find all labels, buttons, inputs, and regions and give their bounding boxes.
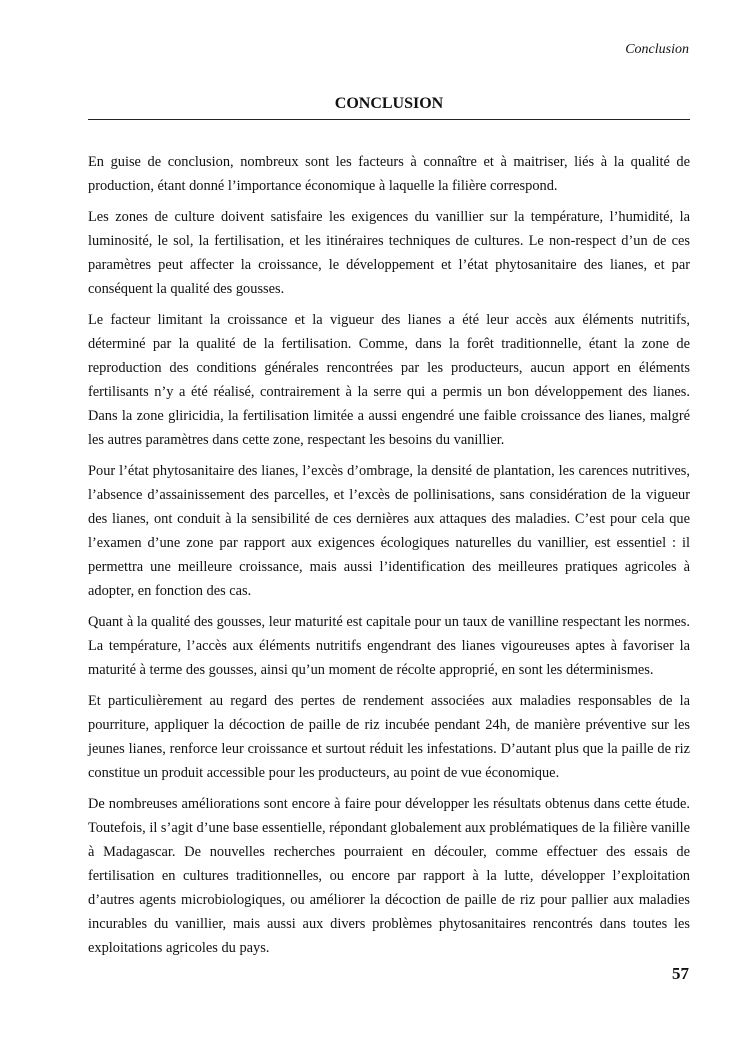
- page-number: 57: [672, 964, 689, 983]
- paragraph: Quant à la qualité des gousses, leur maturité est capitale pour un taux de vanilline respectant les normes. La température, l’accès aux éléments nutritifs engendrant des lianes vigoureuses aptes à favoriser la maturité à terme des gousses, ainsi qu’un moment de récolte approprié, en sont les déterminismes.: [88, 614, 690, 678]
- paragraph: Le facteur limitant la croissance et la vigueur des lianes a été leur accès aux éléments nutritifs, déterminé par la qualité de la fertilisation. Comme, dans la forêt traditionnelle, étant la zone de reproduction des conditions générales rencontrées par les producteurs, aucun apport en éléments fertilisants n’y a été réalisé, contrairement à la serre qui a permis un bon développement des lianes. Dans la zone gliricidia, la fertilisation limitée a aussi engendré une faible croissance des lianes, malgré les autres paramètres dans cette zone, respectant les besoins du vanillier.: [88, 312, 690, 448]
- paragraph: Et particulièrement au regard des pertes de rendement associées aux maladies responsables de la pourriture, appliquer la décoction de paille de riz incubée pendant 24h, de manière préventive sur les jeunes lianes, renforce leur croissance et surtout réduit les infestations. D’autant plus que la paille de riz constitue un produit accessible pour les producteurs, au point de vue économique.: [88, 693, 690, 781]
- paragraph: Les zones de culture doivent satisfaire les exigences du vanillier sur la température, l’humidité, la luminosité, le sol, la fertilisation, et les itinéraires techniques de cultures. Le non-respect d’un de ces paramètres peut affecter la croissance, le développement et l’état phytosanitaire des lianes, et par conséquent la qualité des gousses.: [88, 209, 690, 297]
- running-header: Conclusion: [625, 42, 689, 57]
- body-text: [88, 150, 690, 967]
- title-divider: [88, 119, 690, 120]
- paragraph: Pour l’état phytosanitaire des lianes, l’excès d’ombrage, la densité de plantation, les carences nutritives, l’absence d’assainissement des parcelles, et l’excès de pollinisations, sans considération de la vigueur des lianes, ont conduit à la sensibilité de ces dernières aux attaques des maladies. C’est pour cela que l’examen d’une zone par rapport aux exigences écologiques naturelles du vanillier, est essentiel : il permettra une meilleure croissance, mais aussi l’identification des meilleures pratiques agricoles à adopter, en fonction des cas.: [88, 463, 690, 599]
- page-title: CONCLUSION: [334, 95, 444, 112]
- paragraph: En guise de conclusion, nombreux sont les facteurs à connaître et à maitriser, liés à la qualité de production, étant donné l’importance économique à laquelle la filière correspond.: [88, 154, 690, 194]
- paragraph: De nombreuses améliorations sont encore à faire pour développer les résultats obtenus dans cette étude. Toutefois, il s’agit d’une base essentielle, répondant globalement aux problématiques de la filière vanille à Madagascar. De nouvelles recherches pourraient en découler, comme effectuer des essais de fertilisation en cultures traditionnelles, ou encore par rapport à la lutte, développer l’exploitation d’autres agents microbiologiques, ou améliorer la décoction de paille de riz pour pallier aux maladies incurables du vanillier, mais aussi aux divers problèmes phytosanitaires rencontrés dans toutes les exploitations agricoles du pays.: [88, 796, 691, 956]
